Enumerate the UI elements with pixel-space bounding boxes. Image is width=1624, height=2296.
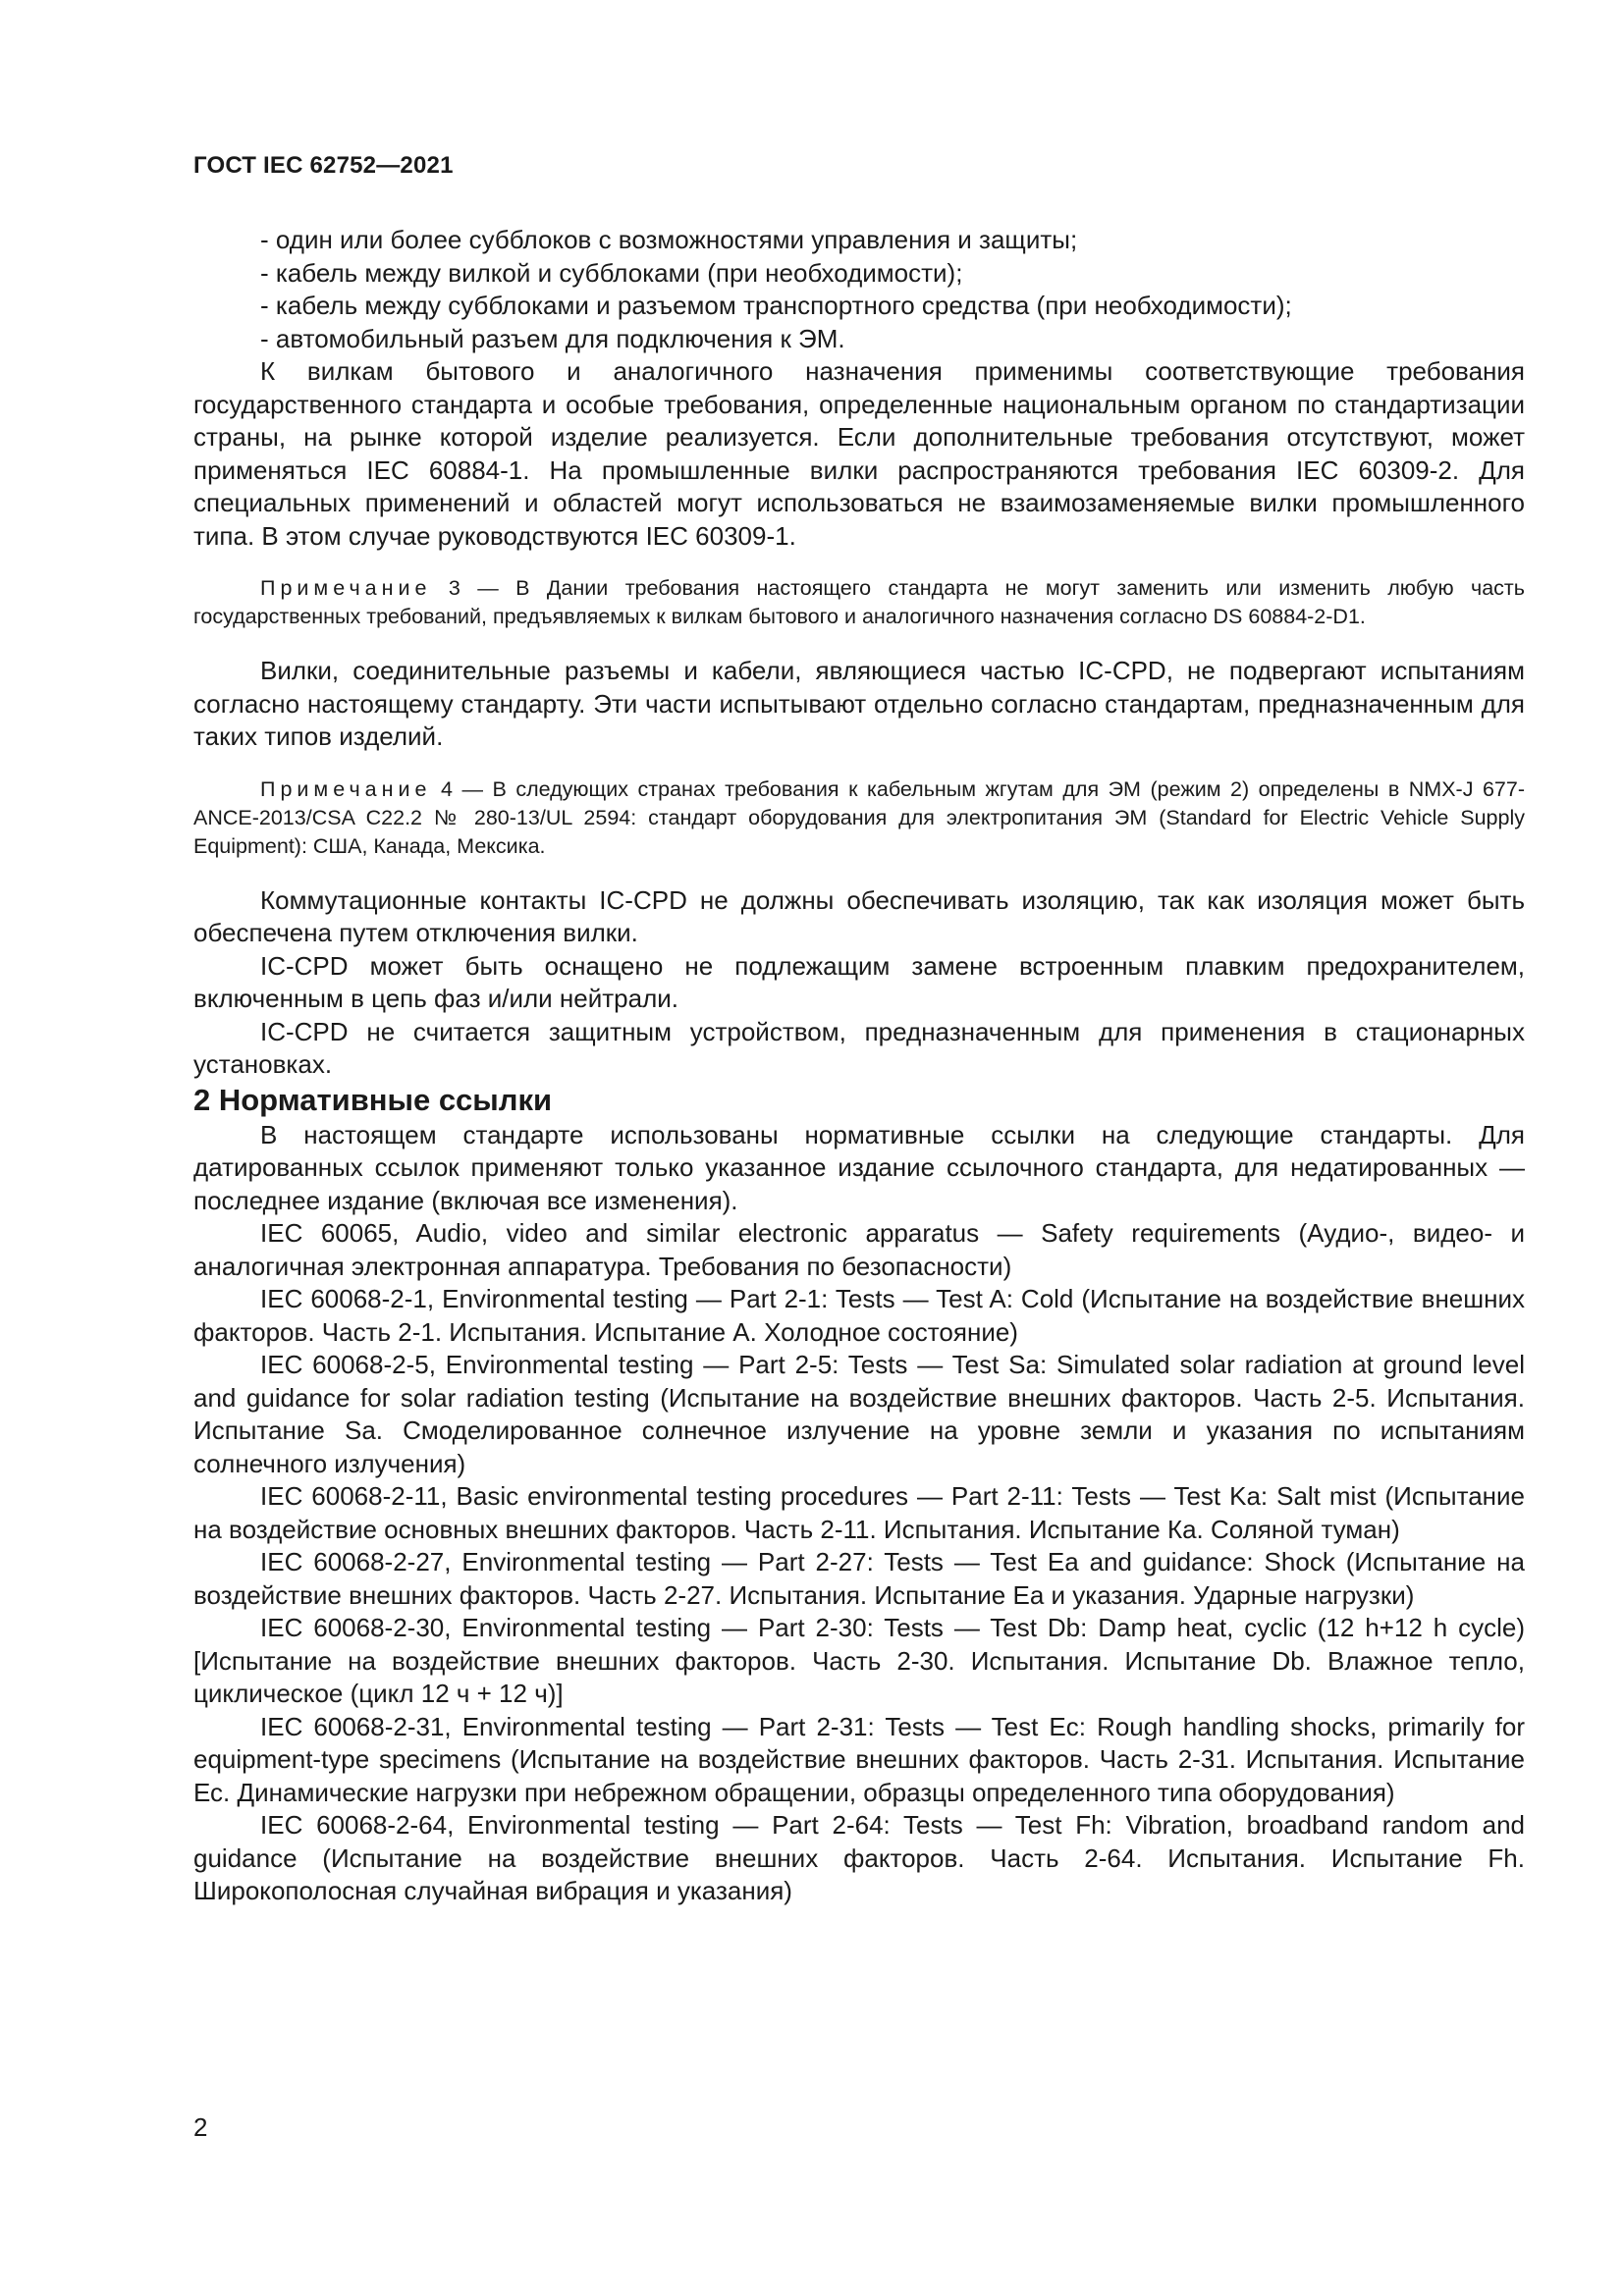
list-item: - кабель между субблоками и разъемом транспортного средства (при необходимости); [260,291,1292,320]
note-4 [193,775,1525,861]
paragraph-not-tested: Вилки, соединительные разъемы и кабели, являющиеся частью IC-CPD, не подвергают испытаниям согласно настоящему стандарту. Эти части испытывают отдельно согласно стандартам, предназначенным для таких типов изделий. [193,656,1525,751]
reference-item: IEC 60068-2-11, Basic environmental testing procedures — Part 2-11: Tests — Test Ka: Salt mist (Испытание на воздействие основных внешних факторов. Часть 2-11. Испытания. Испытание Ка. Соляной туман) [193,1481,1525,1544]
list-item: - автомобильный разъем для подключения к ЭМ. [260,323,845,353]
reference-item: IEC 60068-2-1, Environmental testing — Part 2-1: Tests — Test A: Cold (Испытание на воздействие внешних факторов. Часть 2-1. Испытания. Испытание А. Холодное состояние) [193,1284,1525,1347]
section-heading: 2 Нормативные ссылки [193,1082,553,1117]
reference-item: IEC 60068-2-30, Environmental testing — Part 2-30: Tests — Test Db: Damp heat, cyclic (12 h+12 h cycle) [Испытание на воздействие внешних факторов. Часть 2-30. Испытания. Испытание Db. Влажное тепло, циклическое (цикл 12 ч + 12 ч)] [193,1613,1525,1708]
page-number: 2 [193,2112,208,2142]
paragraph-fuse: IC-CPD может быть оснащено не подлежащим замене встроенным плавким предохранителем, включенным в цепь фаз и/или нейтрали. [193,950,1525,1013]
page-body [193,224,1525,1908]
document-header: ГОСТ IEC 62752—2021 [193,152,454,179]
paragraph-not-protective: IC-CPD не считается защитным устройством, предназначенным для применения в стационарных установках. [193,1016,1525,1079]
reference-item: IEC 60065, Audio, video and similar electronic apparatus — Safety requirements (Аудио-, видео- и аналогичная электронная аппаратура. Требования по безопасности) [193,1218,1525,1281]
reference-item: IEC 60068-2-27, Environmental testing — Part 2-27: Tests — Test Ea and guidance: Shock (Испытание на воздействие внешних факторов. Часть 2-27. Испытания. Испытание Еа и указания. Ударные нагрузки) [193,1547,1525,1610]
list-item: - один или более субблоков с возможностями управления и защиты; [260,225,1078,254]
note-label: Примечание [260,776,432,801]
section-intro: В настоящем стандарте использованы нормативные ссылки на следующие стандарты. Для датированных ссылок применяют только указанное издание ссылочного стандарта, для недатированных — последнее издание (включая все изменения). [193,1119,1525,1215]
paragraph-contacts: Коммутационные контакты IC-CPD не должны обеспечивать изоляцию, так как изоляция может быть обеспечена путем отключения вилки. [193,884,1525,947]
note-label: Примечание [260,576,432,600]
note-3 [193,574,1525,631]
reference-item: IEC 60068-2-64, Environmental testing — Part 2-64: Tests — Test Fh: Vibration, broadband random and guidance (Испытание на воздействие внешних факторов. Часть 2-64. Испытания. Испытание Fh. Широкополосная случайная вибрация и указания) [193,1810,1525,1905]
note-text: 4 — В следующих странах требования к кабельным жгутам для ЭМ (режим 2) определены в NMX-J 677-ANCE-2013/CSA C22.2 № 280-13/UL 2594: стандарт оборудования для электропитания ЭМ (Standard for Electric Vehicle Supply Equipment): США, Канада, Мексика. [193,776,1525,858]
note-text: 3 — В Дании требования настоящего стандарта не могут заменить или изменить любую часть государственных требований, предъявляемых к вилкам бытового и аналогичного назначения согласно DS 60884-2-D1. [193,576,1525,628]
paragraph-plugs: К вилкам бытового и аналогичного назначения применимы соответствующие требования государственного стандарта и особые требования, определенные национальным органом по стандартизации страны, на рынке которой изделие реализуется. Если дополнительные требования отсутствуют, может применяться IEC 60884-1. На промышленные вилки распространяются требования IEC 60309-2. Для специальных применений и областей могут использоваться не взаимозаменяемые вилки промышленного типа. В этом случае руководствуются IEC 60309-1. [193,356,1525,551]
reference-item: IEC 60068-2-5, Environmental testing — Part 2-5: Tests — Test Sa: Simulated solar radiation at ground level and guidance for solar radiation testing (Испытание на воздействие внешних факторов. Часть 2-5. Испытания. Испытание Sa. Смоделированное солнечное излучение на уровне земли и указания по испытаниям солнечного излучения) [193,1350,1525,1478]
list-item: - кабель между вилкой и субблоками (при необходимости); [260,257,963,288]
reference-item: IEC 60068-2-31, Environmental testing — Part 2-31: Tests — Test Ec: Rough handling shocks, primarily for equipment-type specimens (Испытание на воздействие внешних факторов. Часть 2-31. Испытания. Испытание Ес. Динамические нагрузки при небрежном обращении, образцы определенного типа оборудования) [193,1711,1525,1807]
